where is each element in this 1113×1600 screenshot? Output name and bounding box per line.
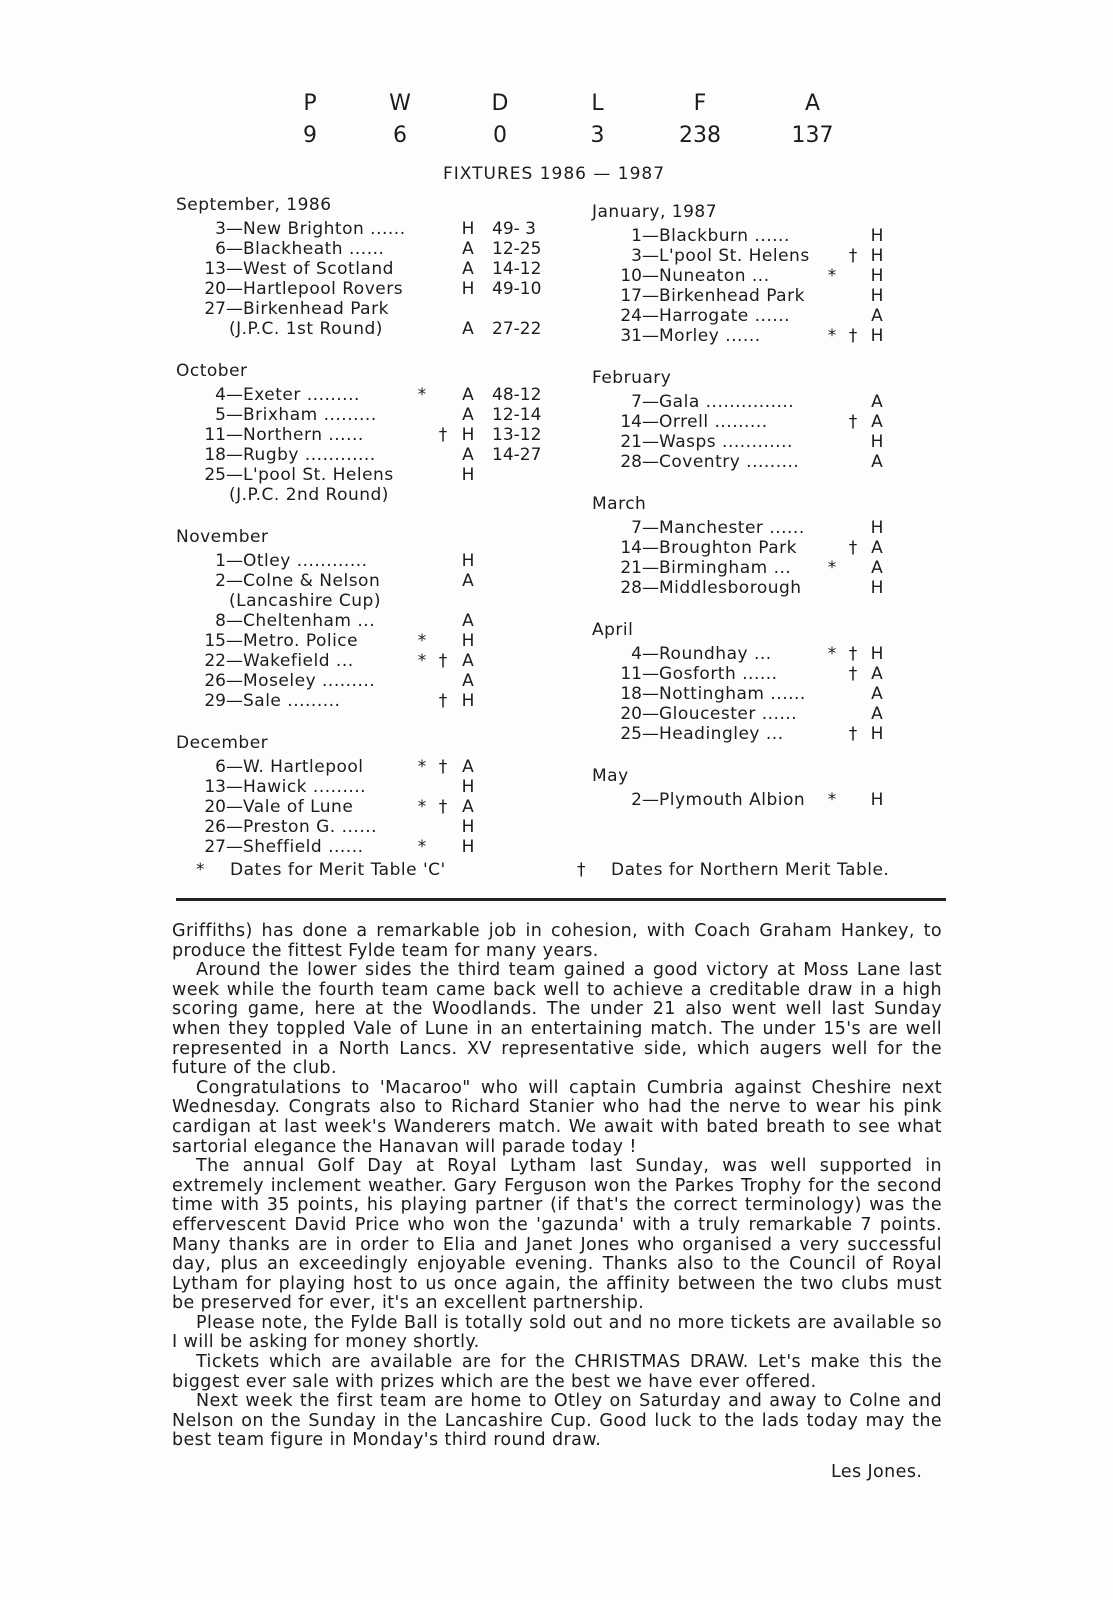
fixture-opponent: Hartlepool Rovers xyxy=(243,279,404,299)
dash-separator: — xyxy=(226,631,243,651)
dash-separator: — xyxy=(642,412,659,432)
month-heading: September, 1986 xyxy=(176,195,332,215)
fixture-venue: H xyxy=(461,551,475,571)
fixture-opponent: Otley ............ xyxy=(243,551,368,571)
fixture-row xyxy=(592,724,892,744)
fixture-opponent: Gosforth ...... xyxy=(659,664,778,684)
month-heading: October xyxy=(176,361,248,381)
fixture-date: 13 xyxy=(204,259,226,279)
fixture-date: 27 xyxy=(204,299,226,319)
fixture-score: 12-14 xyxy=(492,405,542,425)
northern-merit-marker: † xyxy=(438,797,448,817)
fixture-row xyxy=(176,385,566,405)
fixture-date: 2 xyxy=(631,790,642,810)
fixture-row xyxy=(592,518,892,538)
dash-separator: — xyxy=(642,724,659,744)
fixture-row xyxy=(176,631,566,651)
fixture-venue: H xyxy=(461,279,475,299)
fixture-opponent: Nottingham ...... xyxy=(659,684,806,704)
fixture-date: 21 xyxy=(620,432,642,452)
article-paragraph: Tickets which are available are for the CHRISTMAS DRAW. Let's make this the biggest ever sale with prizes which are the best we have ever offered. xyxy=(172,1352,942,1392)
fixture-opponent: Harrogate ...... xyxy=(659,306,791,326)
merit-c-marker: * xyxy=(417,651,427,671)
merit-c-marker: * xyxy=(827,790,837,810)
northern-merit-marker: † xyxy=(848,326,858,346)
article-paragraph: Congratulations to 'Macaroo" who will captain Cumbria against Cheshire next Wednesday. Congrats also to Richard Stanier who had the nerve to wear his pink cardigan at last week's Wanderers match. We await with bated breath to see what sartorial elegance the Hanavan will parade today ! xyxy=(172,1077,942,1157)
merit-c-marker: * xyxy=(827,326,837,346)
dash-separator: — xyxy=(226,611,243,631)
month-gap xyxy=(592,744,892,758)
fixture-venue: H xyxy=(461,777,475,797)
dash-separator: — xyxy=(226,777,243,797)
merit-c-marker: * xyxy=(417,797,427,817)
fixture-venue: H xyxy=(870,578,884,598)
fixtures-right-column xyxy=(592,202,892,810)
fixture-opponent: Headingley ... xyxy=(659,724,784,744)
fixture-date: 28 xyxy=(620,578,642,598)
fixture-row xyxy=(176,551,566,571)
fixture-row xyxy=(592,432,892,452)
fixture-row xyxy=(176,571,566,591)
fixture-date: 8 xyxy=(215,611,226,631)
merit-c-marker: * xyxy=(417,837,427,857)
fixture-venue: H xyxy=(461,837,475,857)
month-heading: December xyxy=(176,733,269,753)
stat-header-against: A xyxy=(804,91,821,116)
fixture-score: 48-12 xyxy=(492,385,542,405)
fixture-date: 13 xyxy=(204,777,226,797)
dash-separator: — xyxy=(642,266,659,286)
merit-c-marker: * xyxy=(827,266,837,286)
fixture-date: 20 xyxy=(204,797,226,817)
fixtures-title: FIXTURES 1986 — 1987 xyxy=(443,164,666,184)
fixture-score: 14-12 xyxy=(492,259,542,279)
fixture-venue: H xyxy=(870,644,884,664)
fixture-date: 14 xyxy=(620,412,642,432)
fixture-date: 31 xyxy=(620,326,642,346)
month-gap xyxy=(176,339,566,353)
fixture-venue: H xyxy=(870,518,884,538)
dash-separator: — xyxy=(642,286,659,306)
northern-merit-marker: † xyxy=(438,651,448,671)
month-heading: March xyxy=(592,494,647,514)
fixture-opponent: Coventry ......... xyxy=(659,452,800,472)
dash-separator: — xyxy=(226,817,243,837)
fixture-date: 28 xyxy=(620,452,642,472)
dash-separator: — xyxy=(642,518,659,538)
article-paragraph: Griffiths) has done a remarkable job in cohesion, with Coach Graham Hankey, to produce the fittest Fylde team for many years. xyxy=(172,921,942,961)
fixture-date: 20 xyxy=(620,704,642,724)
stat-value-won: 6 xyxy=(393,123,407,148)
article-paragraph: The annual Golf Day at Royal Lytham last Sunday, was well supported in extremely inclement weather. Gary Ferguson won the Parkes Trophy for the second time with 35 points, his playing partner (if that's the correct terminology) was the effervescent David Price who won the 'gazunda' with a truly remarkable 7 points. Many thanks are in order to Elia and Janet Jones who organised a very successful day, plus an exceedingly enjoyable evening. Thanks also to the Council of Royal Lytham for playing host to us once again, the affinity between the two clubs must be preserved for ever, it's an excellent partnership. xyxy=(172,1156,942,1314)
fixture-row xyxy=(176,445,566,465)
dash-separator: — xyxy=(642,452,659,472)
fixture-opponent: Metro. Police xyxy=(243,631,359,651)
dash-separator: — xyxy=(642,246,659,266)
northern-merit-marker: † xyxy=(848,724,858,744)
fixture-date: 5 xyxy=(215,405,226,425)
dash-separator: — xyxy=(226,671,243,691)
section-divider xyxy=(176,898,946,901)
dash-separator: — xyxy=(226,465,243,485)
fixture-date: 3 xyxy=(631,246,642,266)
fixture-row xyxy=(176,757,566,777)
fixture-opponent: Wasps ............ xyxy=(659,432,793,452)
fixture-opponent: Rugby ............ xyxy=(243,445,376,465)
northern-merit-marker: † xyxy=(848,538,858,558)
fixture-date: 18 xyxy=(620,684,642,704)
fixture-row xyxy=(592,664,892,684)
dash-separator: — xyxy=(226,757,243,777)
month-gap xyxy=(592,472,892,486)
fixture-venue: H xyxy=(461,631,475,651)
club-notes-article xyxy=(172,922,942,1451)
fixture-venue: H xyxy=(870,266,884,286)
fixture-date: 6 xyxy=(215,239,226,259)
fixture-venue: A xyxy=(871,664,883,684)
northern-merit-marker: † xyxy=(438,425,448,445)
dash-separator: — xyxy=(642,392,659,412)
fixture-row xyxy=(176,425,566,445)
fixture-venue: A xyxy=(462,259,474,279)
dash-separator: — xyxy=(226,691,243,711)
fixture-venue: A xyxy=(462,445,474,465)
fixture-venue: A xyxy=(871,704,883,724)
article-paragraph: Next week the first team are home to Otley on Saturday and away to Colne and Nelson on the Sunday in the Lancashire Cup. Good luck to the lads today may the best team figure in Monday's third round draw. xyxy=(172,1391,942,1451)
fixture-venue: H xyxy=(870,432,884,452)
northern-merit-marker: † xyxy=(848,644,858,664)
fixture-row xyxy=(592,790,892,810)
fixture-venue: A xyxy=(871,684,883,704)
fixture-venue: H xyxy=(870,790,884,810)
fixture-date: 15 xyxy=(204,631,226,651)
fixture-venue: A xyxy=(462,651,474,671)
fixture-venue: A xyxy=(462,385,474,405)
fixture-note: (J.P.C. 1st Round) xyxy=(229,319,383,339)
fixture-venue: H xyxy=(870,226,884,246)
fixture-venue: H xyxy=(461,425,475,445)
dash-separator: — xyxy=(642,538,659,558)
fixture-venue: A xyxy=(871,538,883,558)
stats-header-row xyxy=(270,88,870,120)
month-gap xyxy=(176,711,566,725)
fixture-date: 20 xyxy=(204,279,226,299)
northern-merit-marker: † xyxy=(848,664,858,684)
month-gap xyxy=(176,505,566,519)
fixture-venue: A xyxy=(871,558,883,578)
legend-merit-c-text: Dates for Merit Table 'C' xyxy=(230,860,446,880)
article-paragraph: Around the lower sides the third team gained a good victory at Moss Lane last week while the fourth team came back well to achieve a creditable draw in a high scoring game, here at the Woodlands. The under 21 also went well last Sunday when they toppled Vale of Lune in an entertaining match. The under 15's are well represented in a North Lancs. XV representative side, which augers well for the future of the club. xyxy=(172,960,942,1079)
dash-separator: — xyxy=(642,704,659,724)
fixture-opponent: Vale of Lune xyxy=(243,797,354,817)
fixture-row xyxy=(176,319,566,339)
fixture-date: 1 xyxy=(215,551,226,571)
fixture-row xyxy=(592,684,892,704)
fixture-date: 10 xyxy=(620,266,642,286)
fixture-note: (J.P.C. 2nd Round) xyxy=(229,485,389,505)
fixture-opponent: L'pool St. Helens xyxy=(659,246,810,266)
merit-c-marker: * xyxy=(417,757,427,777)
fixture-opponent: Middlesborough xyxy=(659,578,802,598)
fixture-opponent: Morley ...... xyxy=(659,326,761,346)
month-heading: January, 1987 xyxy=(592,202,718,222)
fixture-row xyxy=(592,226,892,246)
fixture-score: 14-27 xyxy=(492,445,542,465)
fixture-date: 24 xyxy=(620,306,642,326)
fixture-score: 49- 3 xyxy=(492,219,536,239)
fixture-date: 11 xyxy=(620,664,642,684)
fixture-score: 12-25 xyxy=(492,239,542,259)
northern-merit-marker: † xyxy=(438,691,448,711)
legend-northern xyxy=(577,860,889,880)
fixture-opponent: L'pool St. Helens xyxy=(243,465,394,485)
dash-separator: — xyxy=(226,445,243,465)
fixture-date: 25 xyxy=(204,465,226,485)
dash-separator: — xyxy=(226,425,243,445)
fixture-venue: A xyxy=(462,405,474,425)
month-heading: February xyxy=(592,368,672,388)
fixture-opponent: Birkenhead Park xyxy=(243,299,389,319)
dash-separator: — xyxy=(642,790,659,810)
fixture-venue: H xyxy=(870,724,884,744)
dash-separator: — xyxy=(226,219,243,239)
fixture-date: 17 xyxy=(620,286,642,306)
dash-separator: — xyxy=(226,651,243,671)
fixture-date: 21 xyxy=(620,558,642,578)
stat-header-played: P xyxy=(303,91,317,116)
fixture-row xyxy=(176,239,566,259)
month-gap xyxy=(592,598,892,612)
season-stats xyxy=(270,88,870,152)
fixture-venue: H xyxy=(870,286,884,306)
fixture-row xyxy=(176,797,566,817)
stat-value-lost: 3 xyxy=(590,123,605,148)
fixture-date: 3 xyxy=(215,219,226,239)
fixture-date: 27 xyxy=(204,837,226,857)
fixture-score: 49-10 xyxy=(492,279,542,299)
fixture-opponent: Plymouth Albion xyxy=(659,790,806,810)
fixture-venue: H xyxy=(870,246,884,266)
dash-separator: — xyxy=(642,684,659,704)
fixture-opponent: Exeter ......... xyxy=(243,385,360,405)
fixture-row xyxy=(176,405,566,425)
fixture-row xyxy=(176,485,566,505)
fixture-opponent: New Brighton ...... xyxy=(243,219,406,239)
fixture-venue: H xyxy=(461,817,475,837)
fixtures-left-column xyxy=(176,195,566,857)
fixture-venue: A xyxy=(462,757,474,777)
fixture-row xyxy=(176,691,566,711)
fixture-row xyxy=(592,286,892,306)
fixture-opponent: Blackheath ...... xyxy=(243,239,385,259)
fixture-opponent: Birkenhead Park xyxy=(659,286,805,306)
fixture-venue: A xyxy=(462,671,474,691)
fixture-date: 7 xyxy=(631,518,642,538)
dash-separator: — xyxy=(642,664,659,684)
fixture-date: 22 xyxy=(204,651,226,671)
fixture-row xyxy=(592,326,892,346)
dash-separator: — xyxy=(642,432,659,452)
fixture-row xyxy=(592,452,892,472)
fixture-row xyxy=(592,704,892,724)
fixture-row xyxy=(592,538,892,558)
fixture-opponent: Sale ......... xyxy=(243,691,341,711)
fixture-opponent: W. Hartlepool xyxy=(243,757,364,777)
dash-separator: — xyxy=(642,558,659,578)
fixture-venue: A xyxy=(462,319,474,339)
fixture-date: 6 xyxy=(215,757,226,777)
fixture-row xyxy=(176,817,566,837)
merit-c-marker: * xyxy=(417,385,427,405)
fixture-venue: A xyxy=(871,306,883,326)
dash-separator: — xyxy=(226,797,243,817)
month-gap xyxy=(592,346,892,360)
northern-merit-marker: † xyxy=(848,246,858,266)
fixture-row xyxy=(592,246,892,266)
fixture-venue: A xyxy=(462,239,474,259)
fixture-row xyxy=(176,611,566,631)
legend-northern-text: Dates for Northern Merit Table. xyxy=(611,860,890,880)
fixture-opponent: Brixham ......... xyxy=(243,405,377,425)
dash-separator: — xyxy=(226,551,243,571)
dash-separator: — xyxy=(642,306,659,326)
dash-separator: — xyxy=(226,837,243,857)
fixture-venue: A xyxy=(871,412,883,432)
dash-separator: — xyxy=(642,226,659,246)
dash-separator: — xyxy=(642,578,659,598)
merit-c-marker: * xyxy=(827,558,837,578)
fixture-row xyxy=(176,671,566,691)
stats-value-row xyxy=(270,120,870,152)
fixture-venue: A xyxy=(871,452,883,472)
dash-separator: — xyxy=(226,299,243,319)
fixture-row xyxy=(176,837,566,857)
fixture-row xyxy=(592,412,892,432)
month-heading: April xyxy=(592,620,634,640)
month-heading: May xyxy=(592,766,629,786)
author-signature: Les Jones. xyxy=(831,1462,923,1482)
dash-separator: — xyxy=(226,259,243,279)
fixture-venue: A xyxy=(462,797,474,817)
fixture-opponent: Broughton Park xyxy=(659,538,798,558)
fixture-opponent: Gloucester ...... xyxy=(659,704,798,724)
fixture-row xyxy=(176,591,566,611)
fixture-opponent: Northern ...... xyxy=(243,425,364,445)
fixture-row xyxy=(592,558,892,578)
fixture-venue: A xyxy=(871,392,883,412)
fixture-venue: A xyxy=(462,571,474,591)
fixture-opponent: Cheltenham ... xyxy=(243,611,376,631)
fixture-venue: H xyxy=(870,326,884,346)
fixture-opponent: West of Scotland xyxy=(243,259,394,279)
fixture-score: 13-12 xyxy=(492,425,542,445)
merit-c-marker: * xyxy=(417,631,427,651)
fixture-row xyxy=(176,259,566,279)
fixture-date: 29 xyxy=(204,691,226,711)
article-paragraph: Please note, the Fylde Ball is totally sold out and no more tickets are available so I will be asking for money shortly. xyxy=(172,1312,942,1353)
fixture-date: 25 xyxy=(620,724,642,744)
fixture-date: 7 xyxy=(631,392,642,412)
asterisk-symbol: * xyxy=(196,860,205,880)
fixture-opponent: Birmingham ... xyxy=(659,558,792,578)
dash-separator: — xyxy=(226,239,243,259)
fixture-row xyxy=(592,578,892,598)
dash-separator: — xyxy=(226,279,243,299)
fixture-opponent: Sheffield ...... xyxy=(243,837,364,857)
month-heading: November xyxy=(176,527,269,547)
dash-separator: — xyxy=(642,644,659,664)
fixture-row xyxy=(592,644,892,664)
fixture-row xyxy=(176,651,566,671)
fixture-date: 14 xyxy=(620,538,642,558)
fixture-date: 4 xyxy=(215,385,226,405)
fixture-date: 11 xyxy=(204,425,226,445)
dash-separator: — xyxy=(226,385,243,405)
fixture-row xyxy=(176,299,566,319)
dagger-symbol: † xyxy=(577,860,586,880)
stat-value-drawn: 0 xyxy=(493,123,507,148)
stat-header-drawn: D xyxy=(491,91,509,116)
fixture-opponent: Wakefield ... xyxy=(243,651,354,671)
northern-merit-marker: † xyxy=(848,412,858,432)
fixture-row xyxy=(592,392,892,412)
northern-merit-marker: † xyxy=(438,757,448,777)
fixture-opponent: Roundhay ... xyxy=(659,644,772,664)
fixture-row xyxy=(176,279,566,299)
fixture-opponent: Preston G. ...... xyxy=(243,817,378,837)
fixture-venue: H xyxy=(461,465,475,485)
fixture-opponent: Hawick ......... xyxy=(243,777,367,797)
dash-separator: — xyxy=(226,405,243,425)
fixture-date: 2 xyxy=(215,571,226,591)
stat-header-lost: L xyxy=(591,91,604,116)
fixture-opponent: Moseley ......... xyxy=(243,671,376,691)
fixture-opponent: Nuneaton ... xyxy=(659,266,770,286)
stat-value-played: 9 xyxy=(303,123,317,148)
fixture-note: (Lancashire Cup) xyxy=(229,591,381,611)
fixture-opponent: Colne & Nelson xyxy=(243,571,381,591)
dash-separator: — xyxy=(226,571,243,591)
fixture-date: 18 xyxy=(204,445,226,465)
fixture-row xyxy=(176,465,566,485)
stat-header-for: F xyxy=(693,91,707,116)
fixture-opponent: Gala ............... xyxy=(659,392,795,412)
fixture-opponent: Blackburn ...... xyxy=(659,226,790,246)
fixture-opponent: Orrell ......... xyxy=(659,412,768,432)
dash-separator: — xyxy=(642,326,659,346)
fixture-row xyxy=(176,219,566,239)
stat-value-against: 137 xyxy=(791,123,834,148)
fixture-venue: H xyxy=(461,691,475,711)
fixture-date: 26 xyxy=(204,671,226,691)
fixture-row xyxy=(176,777,566,797)
fixture-row xyxy=(592,266,892,286)
fixture-date: 4 xyxy=(631,644,642,664)
fixture-venue: H xyxy=(461,219,475,239)
fixture-venue: A xyxy=(462,611,474,631)
fixture-date: 26 xyxy=(204,817,226,837)
stat-value-for: 238 xyxy=(679,123,721,148)
fixture-date: 1 xyxy=(631,226,642,246)
fixture-opponent: Manchester ...... xyxy=(659,518,805,538)
legend-merit-c xyxy=(196,860,446,880)
stat-header-won: W xyxy=(389,91,411,116)
fixture-row xyxy=(592,306,892,326)
fixture-score: 27-22 xyxy=(492,319,542,339)
merit-c-marker: * xyxy=(827,644,837,664)
